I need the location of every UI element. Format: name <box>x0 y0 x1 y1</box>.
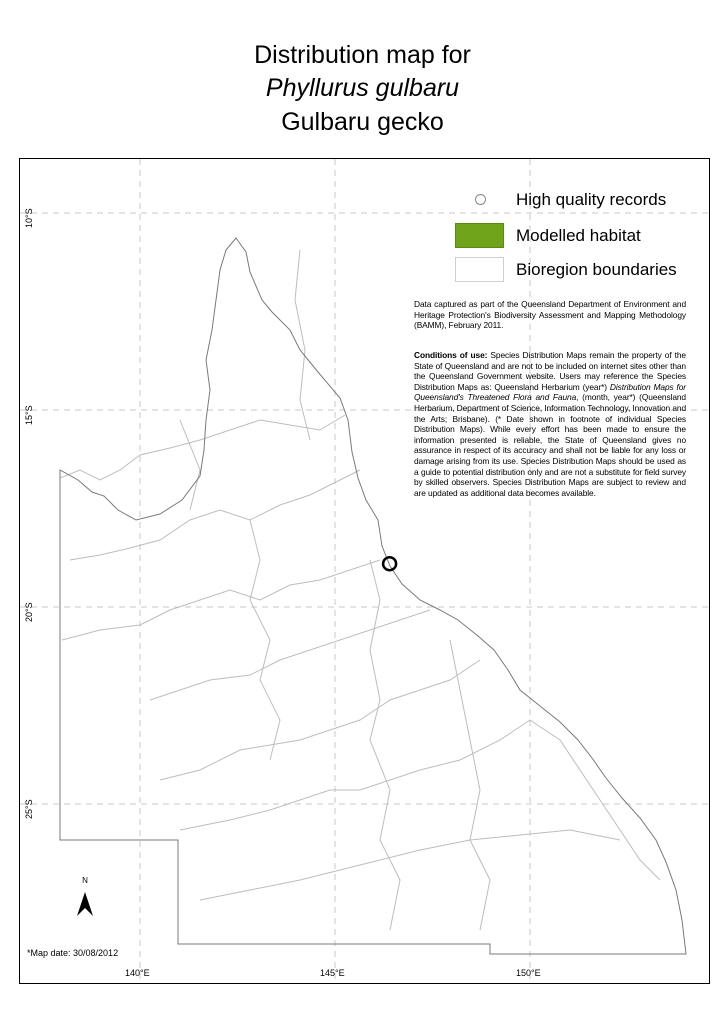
legend-high-quality: High quality records <box>516 190 667 209</box>
bioregion-swatch <box>455 257 504 282</box>
graticule <box>20 159 709 983</box>
species-name: Phyllurus gulbaru <box>265 74 460 102</box>
lat-label-15: 15°S <box>24 405 34 425</box>
queensland-outline <box>60 238 686 954</box>
legend-bioregion: Bioregion boundaries <box>516 260 677 279</box>
legend-modelled-habitat: Modelled habitat <box>516 226 641 245</box>
data-captured-note: Data captured as part of the Queensland Department of Environment and Heritage Protection's Biodiversity Assessment and Mapping Methodology (BAMM), February 2011. <box>414 299 686 331</box>
habitat-swatch <box>455 223 504 248</box>
common-name: Gulbaru gecko <box>281 108 444 136</box>
lat-label-10: 10°S <box>24 208 34 228</box>
lat-label-20: 20°S <box>24 602 34 622</box>
lon-label-145: 145°E <box>320 968 345 978</box>
lon-label-150: 150°E <box>516 968 541 978</box>
conditions-label: Conditions of use: <box>414 350 488 360</box>
record-symbol-icon <box>475 194 486 205</box>
north-arrow-icon <box>74 874 96 925</box>
conditions-italic: Distribution Maps for Queensland's Threatened Flora and Fauna <box>414 381 686 403</box>
map-title: Distribution map for <box>254 41 471 69</box>
conditions-text-1: Species Distribution Maps remain the property of the State of Queensland and are not to be included on internet sites other than the Queensland Government website. Users may reference the Species Distribution Maps as: Queensland Herbarium (year*) <box>414 350 686 392</box>
north-label: N <box>82 876 88 885</box>
lon-label-140: 140°E <box>125 968 150 978</box>
conditions-note <box>414 350 686 498</box>
map-date: *Map date: 30/08/2012 <box>27 948 119 958</box>
conditions-text-2: , (month, year*) (Queensland Herbarium, Department of Science, Information Technology, Innovation and the Arts; Brisbane). (* Date shown in footnote of individual Species Distribution Maps). While every effort has been made to ensure the information presented is reliable, the State of Queensland gives no assurance in respect of its accuracy and shall not be liable for any loss or damage arising from its use. Species Distribution Maps should be used as a guide to potential distribution only and are not a substitute for field survey by skilled observers. Species Distribution Maps are subject to review and are updated as additional data becomes available. <box>414 392 686 498</box>
lat-label-25: 25°S <box>24 799 34 819</box>
